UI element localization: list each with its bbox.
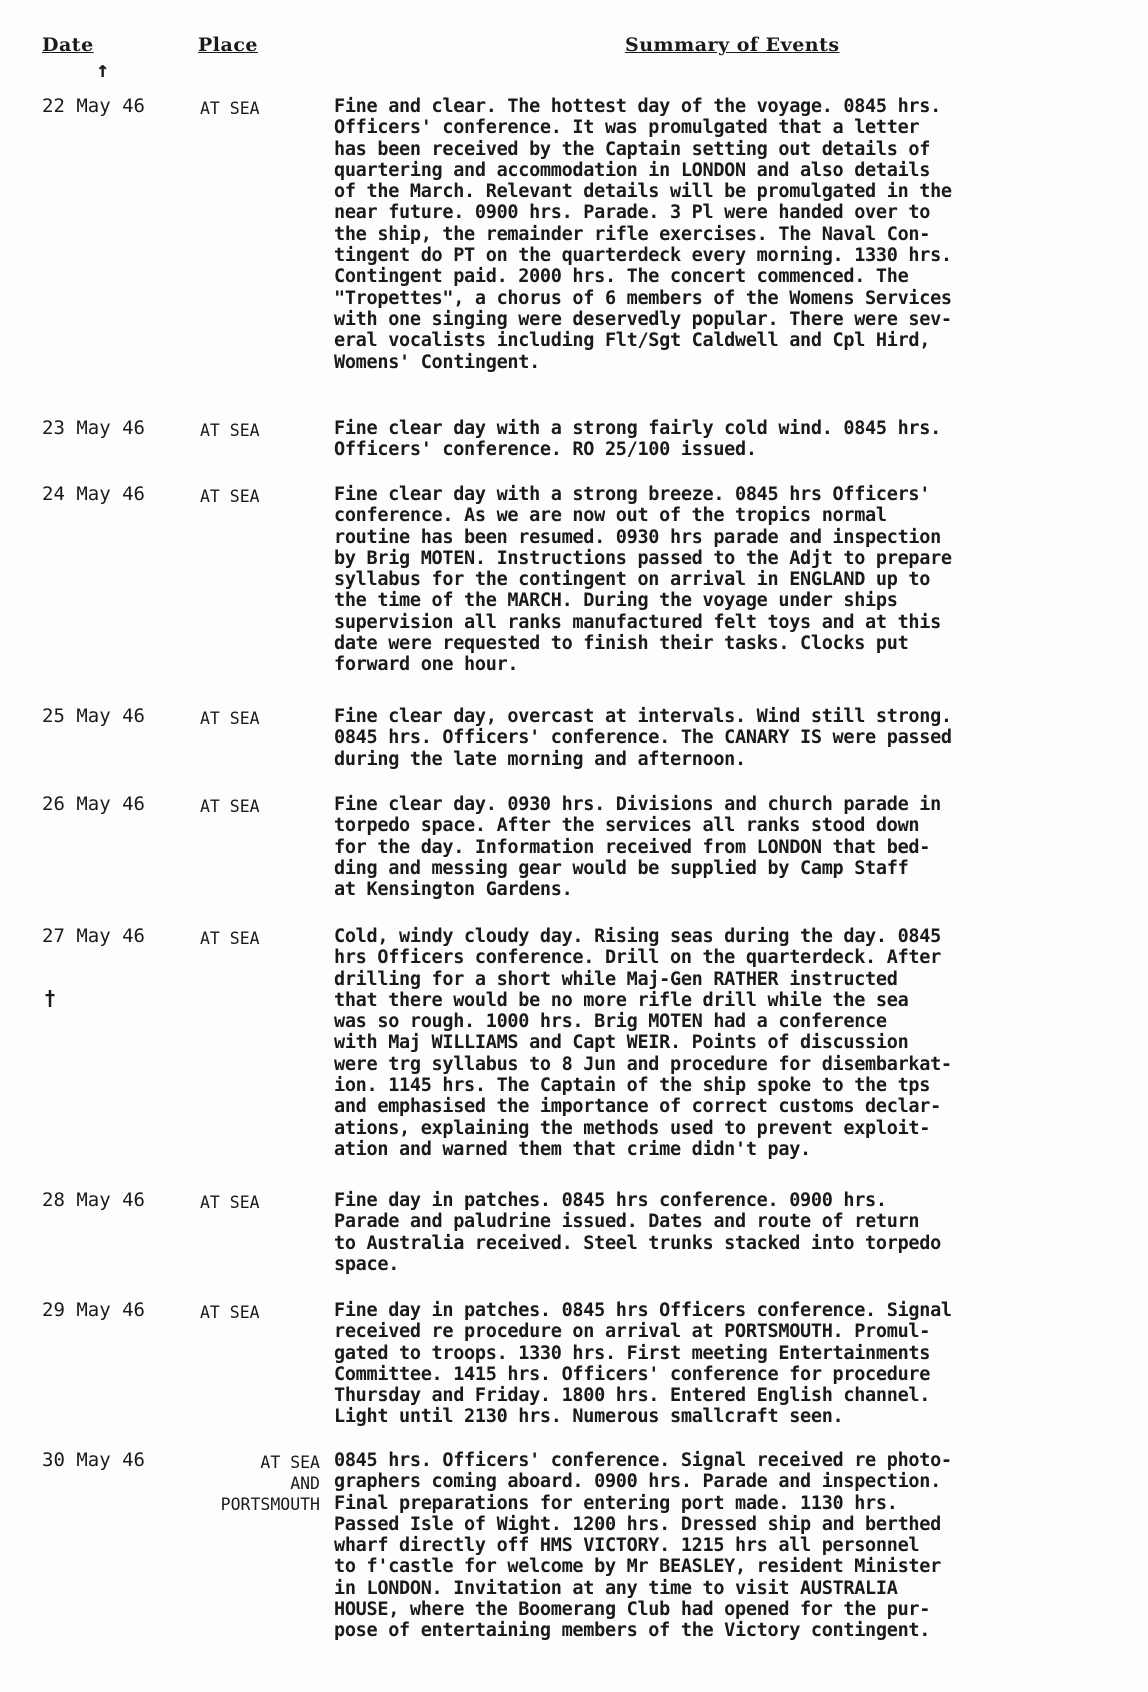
entry-summary: Fine clear day, overcast at intervals. Wind still strong. 0845 hrs. Officers' conference. The CANARY IS were passed during the late morning and afternoon. [334,706,952,770]
entry-place: AT SEA [200,487,260,506]
entry-place: AT SEA [200,929,260,948]
column-header-summary: Summary of Events [625,34,840,56]
entry-date: 28 May 46 [42,1189,145,1211]
entry-summary: Fine clear day with a strong fairly cold wind. 0845 hrs. Officers' conference. RO 25/100 issued. [334,418,941,461]
entry-summary: Fine day in patches. 0845 hrs conference. 0900 hrs. Parade and paludrine issued. Dates and route of return to Australia received. Steel trunks stacked into torpedo space. [334,1190,941,1275]
entry-summary: Fine clear day with a strong breeze. 0845 hrs Officers' conference. As we are now out of the tropics normal routine has been resumed. 0930 hrs parade and inspection by Brig MOTEN. Instructions passed to the Adjt to prepare syllabus for the contingent on arrival in ENGLAND up to the time of the MARCH. During the voyage under ships supervision all ranks manufactured felt toys and at this date were requested to finish their tasks. Clocks put forward one hour. [334,484,952,676]
entry-date: 25 May 46 [42,705,145,727]
entry-summary: Fine clear day. 0930 hrs. Divisions and church parade in torpedo space. After the services all ranks stood down for the day. Information received from LONDON that bed- ding and messing gear would be supplied by Camp Staff at Kensington Gardens. [334,794,941,901]
entry-place: AT SEA [200,99,260,118]
entry-place: AT SEA [200,797,260,816]
entry-place: AT SEA AND PORTSMOUTH [220,1453,320,1514]
entry-summary: Fine day in patches. 0845 hrs Officers conference. Signal received re procedure on arrival at PORTSMOUTH. Promul- gated to troops. 1330 hrs. First meeting Entertainments Committee. 1415 hrs. Officers' conference for procedure Thursday and Friday. 1800 hrs. Entered English channel. Light until 2130 hrs. Numerous smallcraft seen. [334,1300,952,1428]
entry-date: 22 May 46 [42,95,145,117]
column-header-place: Place [198,34,258,56]
entry-date: 30 May 46 [42,1449,145,1471]
entry-summary: Fine and clear. The hottest day of the voyage. 0845 hrs. Officers' conference. It was promulgated that a letter has been received by the Captain setting out details of quartering and accommodation in LONDON and also details of the March. Relevant details will be promulgated in the near future. 0900 hrs. Parade. 3 Pl were handed over to the ship, the remainder rifle exercises. The Naval Con- tingent do PT on the quarterdeck every morning. 1330 hrs. Contingent paid. 2000 hrs. The concert commenced. The "Tropettes", a chorus of 6 members of the Womens Services with one singing were deservedly popular. There were sev- eral vocalists including Flt/Sgt Caldwell and Cpl Hird, Womens' Contingent. [334,96,952,373]
entry-place: AT SEA [200,1303,260,1322]
entry-date: 26 May 46 [42,793,145,815]
margin-mark: † [44,986,57,1010]
entry-summary: 0845 hrs. Officers' conference. Signal received re photo- graphers coming aboard. 0900 hrs. Parade and inspection. Final preparations for entering port made. 1130 hrs. Passed Isle of Wight. 1200 hrs. Dressed ship and berthed wharf directly off HMS VICTORY. 1215 hrs all personnel to f'castle for welcome by Mr BEASLEY, resident Minister in LONDON. Invitation at any time to visit AUSTRALIA HOUSE, where the Boomerang Club had opened for the pur- pose of entertaining members of the Victory contingent. [334,1450,952,1642]
entry-date: 27 May 46 [42,925,145,947]
entry-date: 23 May 46 [42,417,145,439]
entry-place: AT SEA [200,421,260,440]
entry-summary: Cold, windy cloudy day. Rising seas during the day. 0845 hrs Officers conference. Drill on the quarterdeck. After drilling for a short while Maj-Gen RATHER instructed that there would be no more rifle drill while the sea was so rough. 1000 hrs. Brig MOTEN had a conference with Maj WILLIAMS and Capt WEIR. Points of discussion were trg syllabus to 8 Jun and procedure for disembarkat- ion. 1145 hrs. The Captain of the ship spoke to the tps and emphasised the importance of correct customs declar- ations, explaining the methods used to prevent exploit- ation and warned them that crime didn't pay. [334,926,952,1160]
entry-place: AT SEA [200,709,260,728]
entry-date: 29 May 46 [42,1299,145,1321]
entry-place: AT SEA [200,1193,260,1212]
entry-date: 24 May 46 [42,483,145,505]
column-header-date: Date [42,34,94,56]
handwritten-arrow-mark: ↑ [96,58,110,83]
